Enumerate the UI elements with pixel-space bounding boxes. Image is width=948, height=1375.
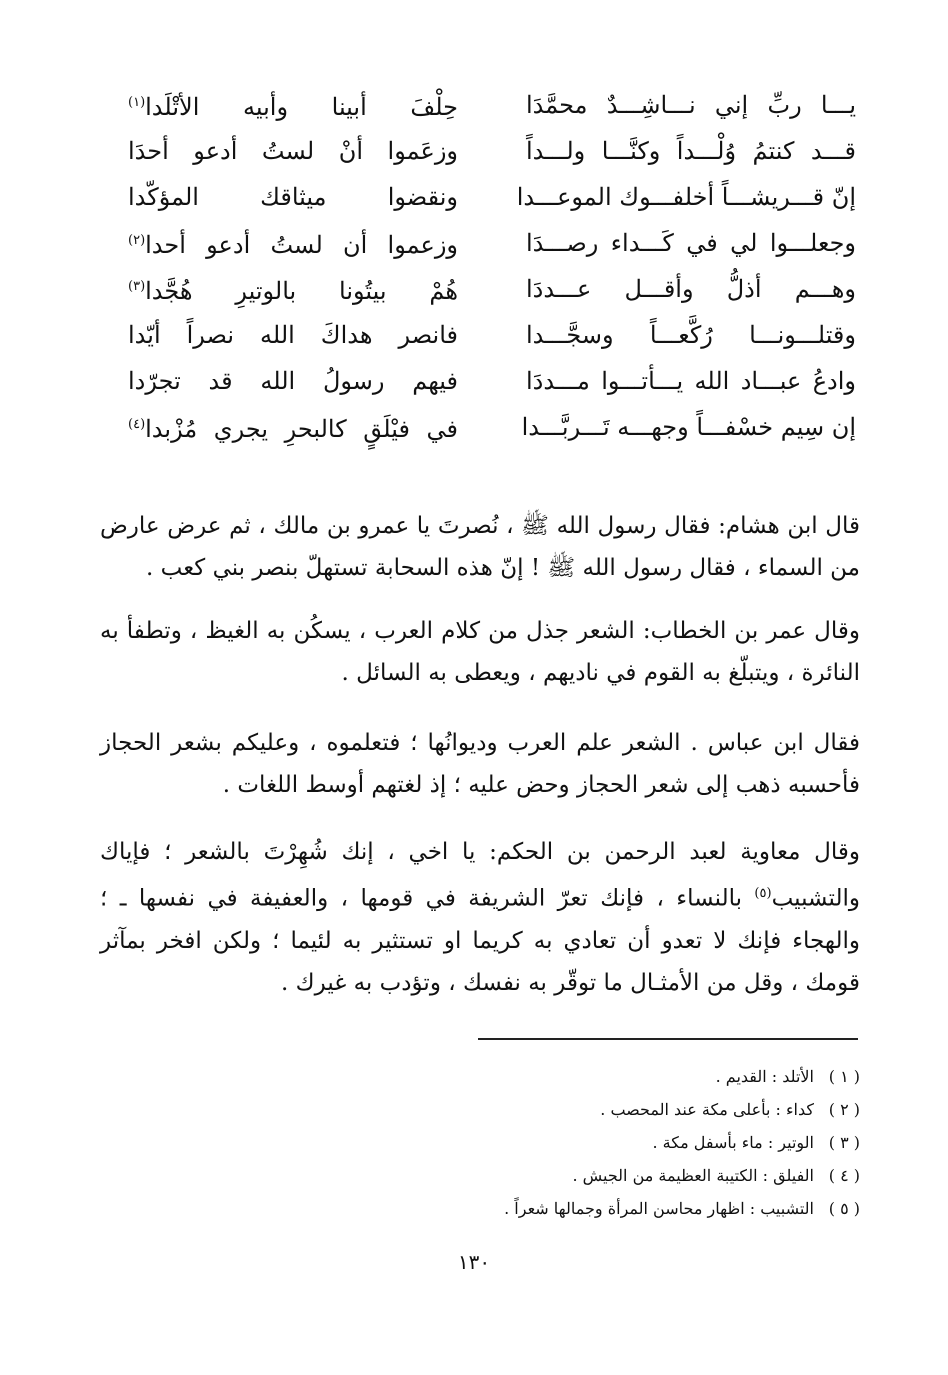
footnote-text: الفيلق : الكتيبة العظيمة من الجيش .: [572, 1166, 814, 1185]
footnote-number: ( ١ ): [828, 1067, 860, 1086]
verse-first-hemistich: قـــد كنتمُ وُلْـــداً وكنَّـــا ولـــداً: [526, 137, 856, 165]
verse-line: [128, 174, 856, 220]
paragraph-muawiya: وقال معاوية لعبد الرحمن بن الحكم: يا اخي ، إنك شُهِرْتَ بالشعر ؛ فإياك والتشبيب$^{(٥)}$ بالنساء ، فإنك تعرّ الشريفة في قومها ، والعفيفة في نفسها ـ ؛ والهجاء فإنك لا تعدو أن تعادي به كريما او تستثير به لئيما ؛ ولكن افخر بمآثر قومك ، وقل من الأمثـال ما توقّر به نفسك ، وتؤدب به غيرك .: [100, 839, 860, 996]
footnote-text: كداء : بأعلى مكة عند المحصب .: [600, 1100, 814, 1119]
verse-first-hemistich: وادعُ عبـــاد الله يـــأتـــوا مـــددَا: [526, 367, 856, 395]
footnote-number: ( ٢ ): [828, 1100, 860, 1119]
verse-line: [128, 128, 856, 174]
footnote: [300, 1159, 860, 1192]
footnote-text: التشبيب : اظهار محاسن المرأة وجمالها شعراً .: [504, 1199, 814, 1218]
footnote: [300, 1093, 860, 1126]
footnote-text: الوتير : ماء بأسفل مكة .: [652, 1133, 814, 1152]
verse-line: [128, 404, 856, 450]
verse-first-hemistich: إن سِيم خسْفـــاً وجهـــه تَـــربَّـــدا: [521, 413, 856, 441]
verse-second-hemistich: فانصر هداكَ الله نصراً أيّدا: [128, 321, 458, 349]
footnote-ref: (١): [128, 95, 146, 110]
verse-second-hemistich: ونقضوا ميثاقك المؤكّدا: [128, 183, 458, 211]
verse-second-hemistich: حِلْفَ أبينا وأبيه الأتْلَدا$^{(١)}$: [128, 93, 458, 121]
verse-first-hemistich: يـــا ربِّ إني نـــاشِـــدٌ محمَّدَا: [526, 91, 856, 119]
footnote: [300, 1126, 860, 1159]
verse-second-hemistich: هُمْ بيتُونا بالوتيرِ هُجَّدا$^{(٣)}$: [128, 277, 458, 305]
verse-first-hemistich: وقتلـــونـــا رُكَّعـــاً وسجَّـــدا: [526, 321, 856, 349]
footnote-ref: (٣): [128, 279, 146, 294]
footnotes: [300, 1060, 860, 1225]
verse-first-hemistich: وهـــم أذلُّ وأقـــل عـــددَا: [526, 275, 856, 303]
footnote-number: ( ٥ ): [828, 1199, 860, 1218]
footnote: [300, 1060, 860, 1093]
paragraph-umar: وقال عمر بن الخطاب: الشعر جذل من كلام العرب ، يسكُن به الغيظ ، وتطفأ به النائرة ، ويتبلّغ به القوم في ناديهم ، ويعطى به السائل .: [100, 618, 860, 686]
footnote-number: ( ٤ ): [828, 1166, 860, 1185]
paragraph-ibn-hisham: قال ابن هشام: فقال رسول الله ﷺ ، نُصرتَ يا عمرو بن مالك ، ثم عرض عارض من السماء ، فقال رسول الله ﷺ ! إنّ هذه السحابة تستهلّ بنصر بني كعب .: [100, 513, 860, 581]
page-number: ١٣٠: [457, 1250, 491, 1274]
paragraph-ibn-abbas: فقال ابن عباس . الشعر علم العرب وديوانُها ؛ فتعلموه ، وعليكم بشعر الحجاز فأحسبه ذهب إلى شعر الحجاز وحض عليه ؛ إذ لغتهم أوسط اللغات .: [100, 730, 860, 798]
verse-line: [128, 266, 856, 312]
verse-second-hemistich: في فيْلَقٍ كالبحرِ يجري مُزْبدا$^{(٤)}$: [128, 415, 458, 443]
footnote-ref: (٥): [754, 886, 772, 901]
verse-second-hemistich: فيهم رسولُ الله قد تجرّدا: [128, 367, 458, 395]
footnote-number: ( ٣ ): [828, 1133, 860, 1152]
footnote-divider: [478, 1038, 858, 1040]
poem: [128, 82, 856, 450]
verse-first-hemistich: إنّ قـــريشـــاً أخلفـــوك الموعـــدا: [516, 183, 856, 211]
verse-second-hemistich: وزعموا أن لستُ أدعو أحدا$^{(٢)}$: [128, 231, 458, 259]
verse-line: [128, 220, 856, 266]
verse-line: [128, 82, 856, 128]
footnote-ref: (٤): [128, 417, 146, 432]
verse-line: [128, 358, 856, 404]
verse-second-hemistich: وزعَموا أنْ لستُ أدعو أحدَا: [128, 137, 458, 165]
footnote-ref: (٢): [128, 233, 146, 248]
verse-line: [128, 312, 856, 358]
footnote: [300, 1192, 860, 1225]
verse-first-hemistich: وجعلـــوا لي في كَـــداء رصـــدَا: [526, 229, 856, 257]
footnote-text: الأتلد : القديم .: [715, 1067, 814, 1086]
